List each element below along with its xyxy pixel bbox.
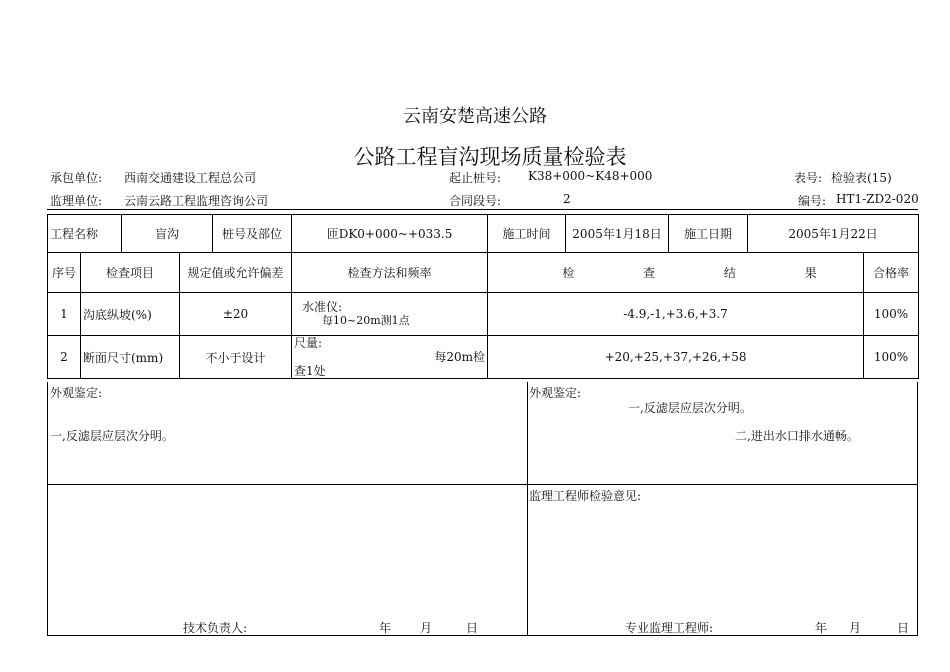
- col-method: 检查方法和频率: [292, 253, 488, 293]
- col-result-char-1: 检: [562, 266, 575, 280]
- serial-label: 编号:: [798, 194, 827, 208]
- row-pass-rate: 100%: [864, 336, 919, 379]
- info-row: [48, 215, 919, 253]
- col-result-char-2: 查: [643, 266, 656, 280]
- project-label: 工程名称: [48, 215, 122, 253]
- col-spec: 规定值或允许偏差: [180, 253, 292, 293]
- row-item: 沟底纵坡(%): [81, 293, 180, 336]
- row-spec: 不小于设计: [180, 336, 292, 379]
- appearance-left-text: 一,反滤层应层次分明。: [50, 429, 174, 443]
- col-result: [488, 253, 864, 293]
- row-method-line-1: 尺量:: [294, 336, 323, 350]
- row-no: 2: [48, 336, 81, 379]
- contractor-value: 西南交通建设工程总公司: [124, 171, 257, 185]
- contractor-label: 承包单位:: [50, 171, 103, 185]
- column-header-row: [48, 253, 919, 293]
- row-method-line-2: 每10~20m测1点: [322, 314, 410, 327]
- appearance-divider: [527, 382, 528, 484]
- row-method-line-3: 查1处: [294, 364, 326, 378]
- sign-year-right: 年: [815, 621, 828, 635]
- row-result: -4.9,-1,+3.6,+3.7: [488, 293, 864, 336]
- row-method: [292, 293, 488, 336]
- signature-divider: [527, 485, 528, 635]
- supervisor-opinion-label: 监理工程师检验意见:: [529, 489, 642, 503]
- row-method-line-2: 每20m检: [434, 350, 486, 364]
- project-value: 盲沟: [122, 215, 213, 253]
- table-row: [48, 293, 919, 336]
- inspect-date-label: 施工日期: [669, 215, 748, 253]
- sign-day: 日: [466, 621, 479, 635]
- station-label: 桩号及部位: [213, 215, 292, 253]
- appearance-section: [47, 382, 918, 485]
- appearance-right-text-1: 一,反滤层应层次分明。: [628, 401, 752, 415]
- contract-label: 合同段号:: [449, 194, 502, 208]
- row-result: +20,+25,+37,+26,+58: [488, 336, 864, 379]
- sign-year: 年: [379, 621, 392, 635]
- table-row: [48, 336, 919, 379]
- form-no-value: 检验表(15): [831, 171, 892, 185]
- col-no: 序号: [48, 253, 81, 293]
- sign-month-right: 月: [849, 621, 862, 635]
- org-title: 云南安楚高速公路: [403, 106, 547, 127]
- row-pass-rate: 100%: [864, 293, 919, 336]
- col-result-char-4: 果: [804, 266, 817, 280]
- construct-time-value: 2005年1月18日: [566, 215, 669, 253]
- row-spec: ±20: [180, 293, 292, 336]
- tech-lead-label: 技术负责人:: [183, 621, 248, 635]
- chainage-label: 起止桩号:: [449, 171, 502, 185]
- appearance-right-text-2: 二,进出水口排水通畅。: [735, 429, 859, 443]
- construct-time-label: 施工时间: [488, 215, 566, 253]
- appearance-left-label: 外观鉴定:: [50, 386, 103, 400]
- col-pass-rate: 合格率: [864, 253, 919, 293]
- contract-value: 2: [563, 192, 571, 206]
- station-value: 匝DK0+000~+033.5: [292, 215, 488, 253]
- row-method: [292, 336, 488, 379]
- header-divider: [47, 209, 918, 210]
- form-title: 公路工程盲沟现场质量检验表: [353, 145, 627, 169]
- supervisor-label: 监理单位:: [50, 194, 103, 208]
- col-item: 检查项目: [81, 253, 180, 293]
- row-no: 1: [48, 293, 81, 336]
- appearance-right-label: 外观鉴定:: [529, 386, 582, 400]
- row-item: 断面尺寸(mm): [81, 336, 180, 379]
- inspection-table: [47, 214, 919, 379]
- supervisor-value: 云南云路工程监理咨询公司: [124, 194, 269, 208]
- form-no-label: 表号:: [794, 171, 823, 185]
- signature-section: [47, 484, 918, 636]
- col-result-char-3: 结: [723, 266, 736, 280]
- serial-value: HT1-ZD2-020: [836, 192, 919, 206]
- chainage-value: K38+000~K48+000: [528, 169, 653, 183]
- engineer-label: 专业监理工程师:: [625, 621, 714, 635]
- inspect-date-value: 2005年1月22日: [748, 215, 919, 253]
- sign-day-right: 日: [897, 621, 910, 635]
- sign-month: 月: [420, 621, 433, 635]
- row-method-line-1: 水准仪:: [302, 300, 343, 314]
